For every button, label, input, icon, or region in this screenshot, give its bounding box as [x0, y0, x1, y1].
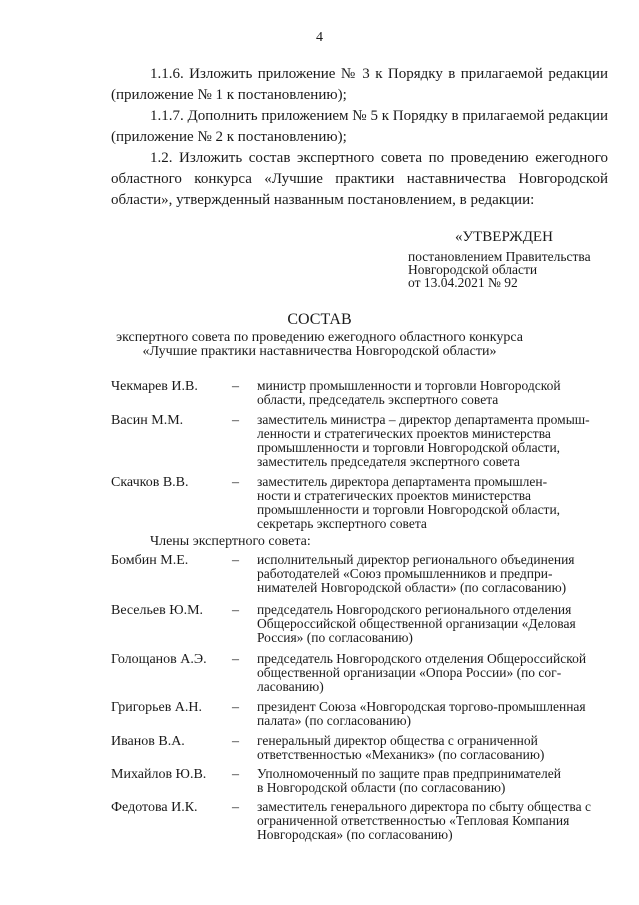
composition-title: СОСТАВ	[287, 311, 352, 328]
approval-line: Новгородской области	[408, 262, 538, 277]
member-role-line: заместитель генерального директора по сбыту общества с	[257, 799, 591, 814]
member-role-line: Общероссийской общественной организации «Деловая	[257, 616, 576, 631]
member-role-line: ограниченной ответственностью «Тепловая Компания	[257, 813, 570, 828]
member-role-line: Уполномоченный по защите прав предпринимателей	[257, 766, 561, 781]
paragraph-line: областного конкурса «Лучшие практики наставничества Новгородской	[111, 171, 608, 187]
dash: –	[232, 379, 239, 394]
member-role-line: заместитель директора департамента промышлен-	[257, 474, 548, 489]
member-role-line: в Новгородской области (по согласованию)	[257, 780, 506, 795]
member-role-line: секретарь экспертного совета	[257, 516, 427, 531]
paragraph-line: 1.2. Изложить состав экспертного совета по проведению ежегодного	[150, 150, 608, 166]
member-role-line: области, председатель экспертного совета	[257, 392, 499, 407]
member-name: Голощанов А.Э.	[111, 652, 207, 667]
approval-line: от 13.04.2021 № 92	[408, 275, 518, 290]
member-role-line: президент Союза «Новгородская торгово-промышленная	[257, 699, 586, 714]
member-name: Скачков В.В.	[111, 475, 189, 490]
dash: –	[232, 553, 239, 568]
dash: –	[232, 767, 239, 782]
member-role-line: заместитель министра – директор департамента промыш-	[257, 412, 590, 427]
member-name: Григорьев А.Н.	[111, 700, 203, 715]
paragraph-line: (приложение № 2 к постановлению);	[111, 129, 347, 145]
member-role-line: ленности и стратегических проектов министерства	[257, 426, 551, 441]
member-role-line: работодателей «Союз промышленников и предпри-	[257, 566, 553, 581]
dash: –	[232, 734, 239, 749]
member-role-line: генеральный директор общества с ограниченной	[257, 733, 538, 748]
member-role-line: промышленности и торговли Новгородской области,	[257, 502, 561, 517]
member-role-line: заместитель председателя экспертного совета	[257, 454, 520, 469]
member-role-line: председатель Новгородского отделения Общероссийской	[257, 651, 587, 666]
member-name: Иванов В.А.	[111, 734, 185, 749]
member-role-line: председатель Новгородского регионального отделения	[257, 602, 572, 617]
paragraph-line: 1.1.7. Дополнить приложением № 5 к Порядку в прилагаемой редакции	[150, 108, 608, 124]
member-name: Васин М.М.	[111, 413, 184, 428]
member-name: Весельев Ю.М.	[111, 603, 204, 618]
paragraph-line: области», утвержденный названным постановлением, в редакции:	[111, 192, 535, 208]
member-role-line: ности и стратегических проектов министерства	[257, 488, 531, 503]
composition-subtitle: «Лучшие практики наставничества Новгородской области»	[142, 344, 497, 359]
member-role-line: палата» (по согласованию)	[257, 713, 412, 728]
member-name: Михайлов Ю.В.	[111, 767, 207, 782]
member-name: Бомбин М.Е.	[111, 553, 189, 568]
composition-subtitle: экспертного совета по проведению ежегодного областного конкурса	[116, 330, 523, 345]
dash: –	[232, 800, 239, 815]
member-name: Чекмарев И.В.	[111, 379, 198, 394]
dash: –	[232, 413, 239, 428]
member-role-line: Россия» (по согласованию)	[257, 630, 413, 645]
member-name: Федотова И.К.	[111, 800, 198, 815]
approval-heading: «УТВЕРЖДЕН	[455, 229, 553, 245]
members-heading: Члены экспертного совета:	[150, 534, 311, 549]
page-number: 4	[316, 30, 323, 45]
member-role-line: ласованию)	[257, 679, 324, 694]
dash: –	[232, 652, 239, 667]
dash: –	[232, 603, 239, 618]
dash: –	[232, 475, 239, 490]
member-role-line: общественной организации «Опора России» (по сог-	[257, 665, 562, 680]
member-role-line: ответственностью «Механикз» (по согласованию)	[257, 747, 545, 762]
member-role-line: Новгородская» (по согласованию)	[257, 827, 453, 842]
member-role-line: министр промышленности и торговли Новгородской	[257, 378, 561, 393]
paragraph-line: (приложение № 1 к постановлению);	[111, 87, 347, 103]
member-role-line: исполнительный директор регионального объединения	[257, 552, 575, 567]
approval-line: постановлением Правительства	[408, 249, 591, 264]
member-role-line: нимателей Новгородской области» (по согласованию)	[257, 580, 567, 595]
paragraph-line: 1.1.6. Изложить приложение № 3 к Порядку в прилагаемой редакции	[150, 66, 608, 82]
dash: –	[232, 700, 239, 715]
member-role-line: промышленности и торговли Новгородской области,	[257, 440, 561, 455]
